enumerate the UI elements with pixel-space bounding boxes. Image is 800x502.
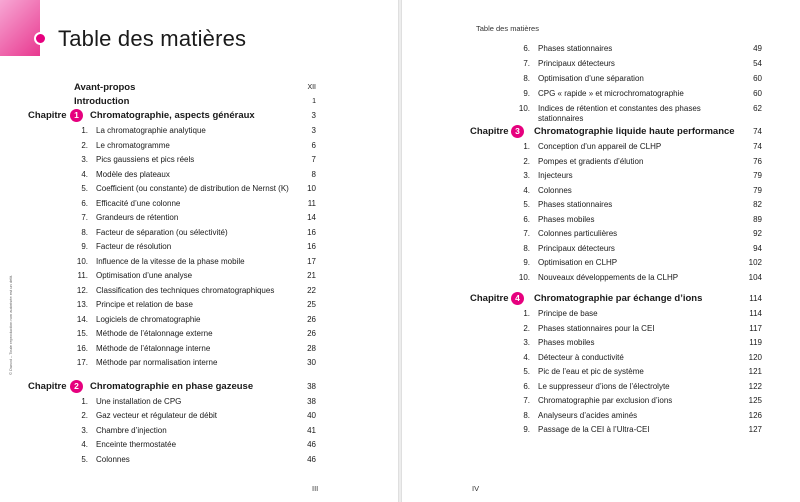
entry-page: 11	[307, 198, 316, 208]
entry-number: 3.	[81, 155, 88, 164]
entry-title: Pompes et gradients d’élution	[538, 156, 644, 166]
left-page	[0, 0, 398, 502]
entry-number: 6.	[523, 381, 530, 391]
entry-page: 49	[753, 44, 762, 53]
entry-title: Indices de rétention et constantes des phases	[538, 104, 701, 113]
title-bullet-icon	[34, 32, 47, 45]
entry-page: 54	[753, 59, 762, 68]
chapter-page: 114	[749, 294, 762, 303]
entry-title: Une installation de CPG	[96, 396, 182, 406]
page-number-left: III	[312, 484, 319, 493]
chapter-title: Chromatographie, aspects généraux	[90, 110, 255, 121]
entry-number: 4.	[523, 185, 530, 195]
front-page: XII	[307, 84, 316, 91]
entry-page: 92	[753, 229, 762, 238]
entry-page: 79	[753, 171, 762, 180]
entry-number: 5.	[523, 367, 530, 376]
entry-title: Colonnes	[96, 454, 130, 464]
entry-page: 104	[748, 272, 762, 282]
entry-page: 41	[307, 425, 316, 435]
chapter-label: Chapitre	[470, 293, 509, 304]
entry-page: 114	[749, 309, 762, 318]
entry-page: 21	[307, 271, 316, 280]
chapter-label: Chapitre	[470, 126, 509, 137]
entry-page: 17	[307, 256, 316, 266]
entry-page: 125	[748, 396, 762, 405]
entry-number: 6.	[81, 198, 88, 208]
toc-entry	[0, 357, 398, 369]
entry-title: Méthode de l’étalonnage interne	[96, 343, 211, 353]
entry-number: 2.	[523, 156, 530, 166]
entry-number: 10.	[518, 104, 530, 113]
toc-entry	[0, 439, 398, 451]
entry-title: Principe de base	[538, 309, 598, 318]
toc-entry	[402, 381, 800, 393]
entry-page: 117	[749, 323, 762, 333]
entry-number: 15.	[76, 329, 88, 338]
toc-entry	[0, 198, 398, 210]
entry-page: 16	[307, 242, 316, 251]
entry-title: Efficacité d’une colonne	[96, 198, 181, 208]
toc-entry	[0, 299, 398, 311]
entry-title: Détecteur à conductivité	[538, 352, 624, 362]
entry-title: Optimisation d’une séparation	[538, 74, 644, 83]
toc-entry	[402, 257, 800, 269]
toc-entry	[402, 395, 800, 407]
entry-title: Optimisation en CLHP	[538, 258, 618, 267]
entry-page: 79	[753, 185, 762, 195]
entry-page: 6	[311, 140, 316, 150]
entry-title: Principaux détecteurs	[538, 59, 615, 68]
entry-page: 40	[307, 411, 316, 420]
entry-title: Grandeurs de rétention	[96, 213, 179, 222]
entry-number: 7.	[523, 59, 530, 68]
entry-number: 5.	[81, 454, 88, 464]
page-number-right: IV	[472, 484, 480, 493]
toc-entry	[0, 328, 398, 340]
front-matter-entry	[0, 82, 398, 95]
entry-page: 60	[753, 74, 762, 83]
chapter-label: Chapitre	[28, 380, 67, 392]
entry-number: 1.	[523, 142, 530, 151]
entry-number: 8.	[81, 227, 88, 237]
entry-title: Modèle des plateaux	[96, 169, 170, 179]
entry-title: Phases stationnaires pour la CEI	[538, 323, 655, 333]
entry-number: 7.	[523, 229, 530, 238]
right-page	[402, 0, 800, 502]
toc-entry	[402, 103, 800, 115]
entry-page: 7	[311, 155, 316, 164]
toc-entry	[402, 308, 800, 320]
entry-number: 9.	[523, 425, 530, 434]
entry-number: 3.	[523, 338, 530, 347]
toc-entry	[0, 241, 398, 253]
front-page: 1	[312, 98, 316, 105]
entry-number: 8.	[523, 74, 530, 83]
entry-title: Colonnes particulières	[538, 229, 618, 238]
toc-entry	[402, 43, 800, 55]
chapter-label: Chapitre	[28, 110, 67, 121]
toc-entry	[0, 183, 398, 195]
entry-title: Chambre d’injection	[96, 425, 167, 435]
entry-page: 26	[307, 314, 316, 324]
entry-number: 4.	[523, 352, 530, 362]
toc-entry	[402, 272, 800, 284]
entry-number: 7.	[81, 213, 88, 222]
toc-entry	[402, 410, 800, 422]
entry-page: 126	[748, 410, 762, 420]
entry-page: 25	[307, 300, 316, 309]
entry-number: 1.	[81, 396, 88, 406]
entry-title: Phases stationnaires	[538, 200, 613, 209]
entry-page: 102	[748, 258, 762, 267]
entry-number: 14.	[76, 314, 88, 324]
entry-page: 60	[753, 89, 762, 98]
entry-number: 2.	[81, 411, 88, 420]
entry-page: 119	[749, 338, 762, 347]
entry-title: Enceinte thermostatée	[96, 440, 177, 449]
entry-title: Analyseurs d’acides aminés	[538, 410, 638, 420]
entry-title: Classification des techniques chromatographiques	[96, 285, 275, 295]
chapter-heading	[402, 125, 800, 139]
entry-title: Passage de la CEI à l’Ultra-CEI	[538, 425, 650, 434]
toc-entry	[0, 285, 398, 297]
toc-entry	[402, 323, 800, 335]
chapter-page: 74	[753, 127, 762, 136]
toc-entry	[0, 227, 398, 239]
entry-number: 5.	[81, 184, 88, 193]
entry-page: 10	[307, 184, 316, 193]
entry-page: 38	[307, 396, 316, 406]
entry-page: 120	[748, 352, 762, 362]
entry-number: 16.	[76, 343, 88, 353]
toc-entry	[0, 454, 398, 466]
entry-title: Phases stationnaires	[538, 44, 613, 53]
front-matter-entry	[0, 96, 398, 109]
entry-page: 14	[307, 213, 316, 222]
entry-number: 17.	[76, 358, 88, 367]
entry-number: 9.	[523, 89, 530, 98]
entry-page: 3	[311, 126, 316, 135]
entry-page: 62	[753, 104, 762, 113]
toc-entry	[0, 425, 398, 437]
entry-title: Principe et relation de base	[96, 300, 193, 309]
entry-number: 2.	[81, 140, 88, 150]
front-title: Introduction	[74, 96, 130, 107]
entry-title: Méthode de l’étalonnage externe	[96, 329, 213, 338]
chapter-title: Chromatographie liquide haute performance	[534, 126, 735, 137]
chapter-heading	[0, 380, 398, 394]
toc-entry	[0, 154, 398, 166]
entry-title: Le suppresseur d’ions de l’électrolyte	[538, 381, 670, 391]
entry-number: 4.	[81, 440, 88, 449]
entry-number: 8.	[523, 410, 530, 420]
toc-entry	[402, 366, 800, 378]
entry-number: 10.	[76, 256, 88, 266]
entry-title: Optimisation d’une analyse	[96, 271, 193, 280]
entry-number: 11.	[77, 271, 88, 280]
entry-title: Logiciels de chromatographie	[96, 314, 201, 324]
entry-title: Conception d’un appareil de CLHP	[538, 142, 662, 151]
page-title: Table des matières	[58, 26, 247, 51]
entry-page: 127	[748, 425, 762, 434]
entry-number: 10.	[518, 272, 530, 282]
entry-number: 6.	[523, 214, 530, 224]
toc-entry	[402, 170, 800, 182]
chapter-page: 3	[311, 111, 316, 120]
chapter-number-badge: 3	[511, 125, 524, 138]
toc-entry	[402, 199, 800, 211]
toc-entry	[402, 337, 800, 349]
toc-entry	[0, 314, 398, 326]
toc-entry	[0, 140, 398, 152]
toc-entry	[402, 141, 800, 153]
chapter-title: Chromatographie en phase gazeuse	[90, 380, 254, 392]
corner-accent	[0, 0, 40, 56]
entry-number: 8.	[523, 243, 530, 253]
chapter-heading	[402, 292, 800, 306]
toc-entry	[402, 424, 800, 436]
toc-entry	[0, 410, 398, 422]
entry-page: 16	[307, 227, 316, 237]
entry-title: Phases mobiles	[538, 214, 595, 224]
entry-page: 8	[311, 169, 316, 179]
chapter-title: Chromatographie par échange d’ions	[534, 293, 703, 304]
entry-page: 122	[748, 381, 762, 391]
entry-number: 6.	[523, 44, 530, 53]
chapter-number-badge: 2	[70, 380, 83, 393]
entry-title: Colonnes	[538, 185, 572, 195]
entry-page: 74	[753, 142, 762, 151]
front-title: Avant-propos	[74, 82, 136, 93]
toc-entry	[402, 214, 800, 226]
toc-entry	[0, 169, 398, 181]
entry-page: 94	[753, 243, 762, 253]
toc-entry	[402, 156, 800, 168]
entry-number: 3.	[523, 171, 530, 180]
entry-title: La chromatographie analytique	[96, 126, 206, 135]
entry-title: Principaux détecteurs	[538, 243, 615, 253]
entry-title: Facteur de résolution	[96, 242, 172, 251]
toc-entry	[0, 256, 398, 268]
entry-page: 30	[307, 358, 316, 367]
entry-title: Méthode par normalisation interne	[96, 358, 218, 367]
toc-entry	[0, 396, 398, 408]
entry-page: 82	[753, 200, 762, 209]
toc-entry	[0, 270, 398, 282]
entry-page: 46	[307, 454, 316, 464]
entry-page: 28	[307, 343, 316, 353]
entry-title: Pics gaussiens et pics réels	[96, 155, 195, 164]
entry-title: Coefficient (ou constante) de distribution de Nernst (K)	[96, 184, 289, 193]
toc-entry	[402, 58, 800, 70]
entry-number: 13.	[76, 300, 88, 309]
toc-entry	[402, 352, 800, 364]
entry-title: Le chromatogramme	[96, 140, 170, 150]
entry-page: 46	[307, 440, 316, 449]
entry-title: Injecteurs	[538, 171, 573, 180]
copyright-note: © Dunod – Toute reproduction non autorisée est un délit.	[8, 274, 13, 375]
chapter-number-badge: 1	[70, 109, 83, 122]
entry-number: 4.	[81, 169, 88, 179]
entry-number: 7.	[523, 396, 530, 405]
entry-title: Facteur de séparation (ou sélectivité)	[96, 227, 228, 237]
entry-title: Chromatographie par exclusion d’ions	[538, 396, 673, 405]
chapter-number-badge: 4	[511, 292, 524, 305]
entry-page: 26	[307, 329, 316, 338]
chapter-page: 38	[307, 381, 316, 391]
entry-title: Nouveaux développements de la CLHP	[538, 272, 679, 282]
entry-number: 2.	[523, 323, 530, 333]
toc-entry	[402, 185, 800, 197]
entry-number: 1.	[523, 309, 530, 318]
entry-page: 22	[307, 285, 316, 295]
toc-entry	[0, 343, 398, 355]
entry-page: 89	[753, 214, 762, 224]
toc-entry	[0, 125, 398, 137]
entry-number: 9.	[81, 242, 88, 251]
entry-number: 1.	[81, 126, 88, 135]
toc-entry	[402, 243, 800, 255]
running-head: Table des matières	[476, 24, 539, 33]
toc-entry	[402, 88, 800, 100]
toc-entry	[0, 212, 398, 224]
entry-title: Influence de la vitesse de la phase mobile	[96, 256, 245, 266]
entry-title: Phases mobiles	[538, 338, 595, 347]
entry-page: 121	[748, 367, 762, 376]
entry-number: 12.	[76, 285, 88, 295]
entry-title: Pic de l’eau et pic de système	[538, 367, 644, 376]
entry-number: 3.	[81, 425, 88, 435]
entry-page: 76	[753, 156, 762, 166]
entry-title: CPG « rapide » et microchromatographie	[538, 89, 684, 98]
entry-number: 9.	[523, 258, 530, 267]
entry-title-continued: stationnaires	[538, 114, 584, 123]
toc-entry	[402, 228, 800, 240]
entry-number: 5.	[523, 200, 530, 209]
entry-title: Gaz vecteur et régulateur de débit	[96, 411, 217, 420]
chapter-heading	[0, 109, 398, 123]
toc-entry	[402, 73, 800, 85]
